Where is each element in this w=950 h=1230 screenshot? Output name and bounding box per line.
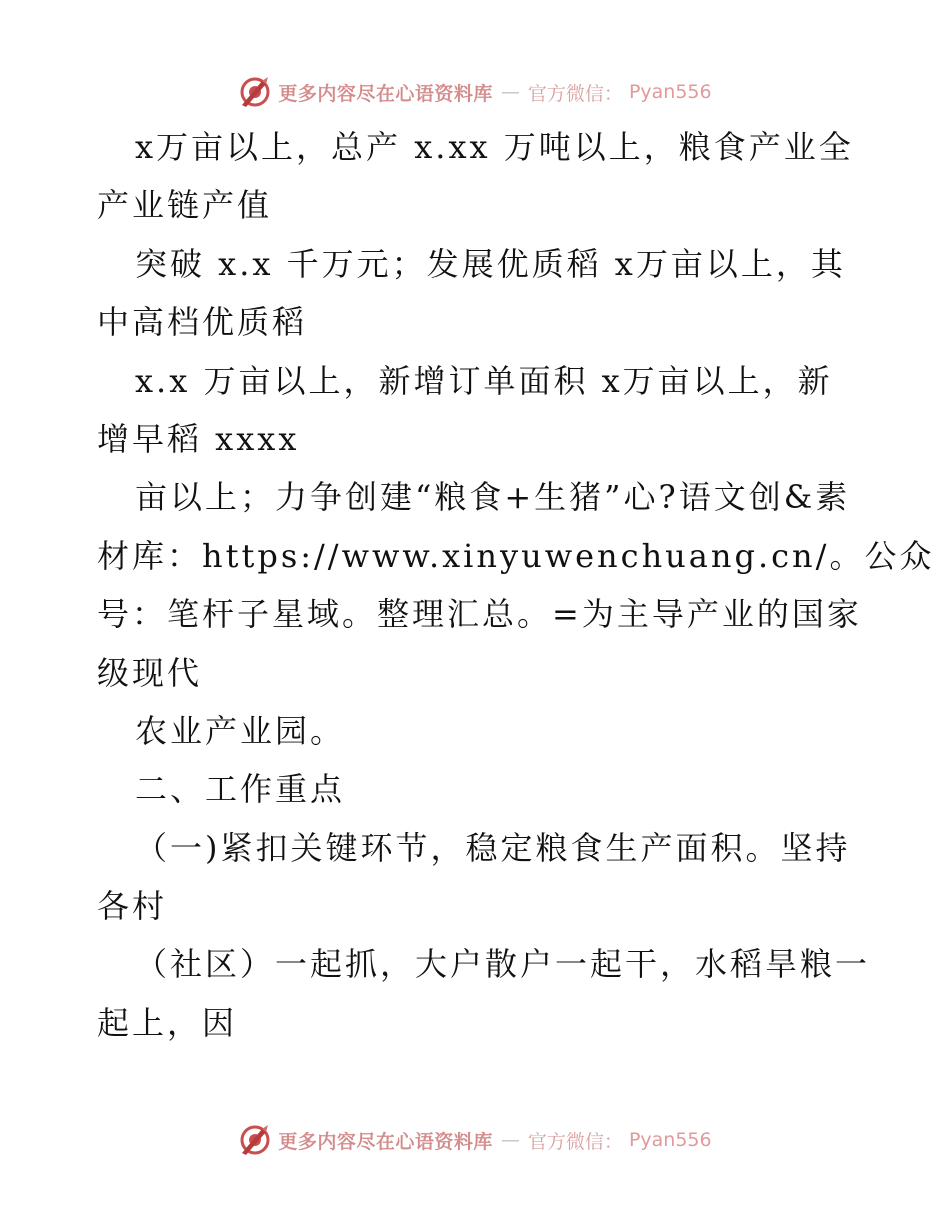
header-wechat-id: Pyan556: [628, 81, 712, 103]
header-wechat-label: 官方微信：: [527, 82, 623, 105]
body-line: 材库：https://www.xinyuwenchuang.cn/。公众: [97, 536, 935, 575]
footer-banner-text: 更多内容尽在心语资料库: [278, 1130, 493, 1153]
footer-wechat-label: 官方微信：: [527, 1130, 623, 1153]
header-banner: [0, 72, 950, 112]
header-banner-text: 更多内容尽在心语资料库: [278, 82, 493, 105]
quill-seal-icon: [238, 1123, 272, 1157]
body-line: （一)紧扣关键环节，稳定粮食生产面积。坚持: [135, 828, 851, 867]
body-line: 各村: [97, 887, 168, 926]
body-line: 农业产业园。: [135, 711, 346, 750]
body-line: （社区）一起抓，大户散户一起干，水稻旱粮一: [135, 945, 871, 984]
header-banner-separator: —: [500, 81, 520, 103]
body-line: 级现代: [97, 653, 203, 692]
body-line: 二、工作重点: [135, 770, 346, 809]
body-line: 亩以上；力争创建“粮食+生猪”心?语文创&素: [135, 478, 851, 517]
quill-seal-icon: [238, 75, 272, 109]
body-line: 突破 x.x 千万元；发展优质稻 x万亩以上，其: [135, 244, 846, 283]
body-line: 号：笔杆子星域。整理汇总。=为主导产业的国家: [97, 595, 862, 634]
body-line: 中高档优质稻: [97, 303, 308, 342]
body-line: x万亩以上，总产 x.xx 万吨以上，粮食产业全: [135, 128, 854, 166]
footer-banner: [0, 1120, 950, 1160]
header-banner-content: [238, 75, 711, 109]
footer-banner-separator: —: [500, 1129, 520, 1151]
footer-banner-content: [238, 1123, 711, 1157]
document-body: [97, 118, 935, 1052]
body-line: x.x 万亩以上，新增订单面积 x万亩以上，新: [135, 361, 833, 400]
body-line: 产业链产值: [97, 186, 273, 225]
body-line: 增早稻 xxxx: [97, 419, 300, 458]
body-line: 起上，因: [97, 1003, 238, 1042]
footer-wechat-id: Pyan556: [628, 1129, 712, 1151]
